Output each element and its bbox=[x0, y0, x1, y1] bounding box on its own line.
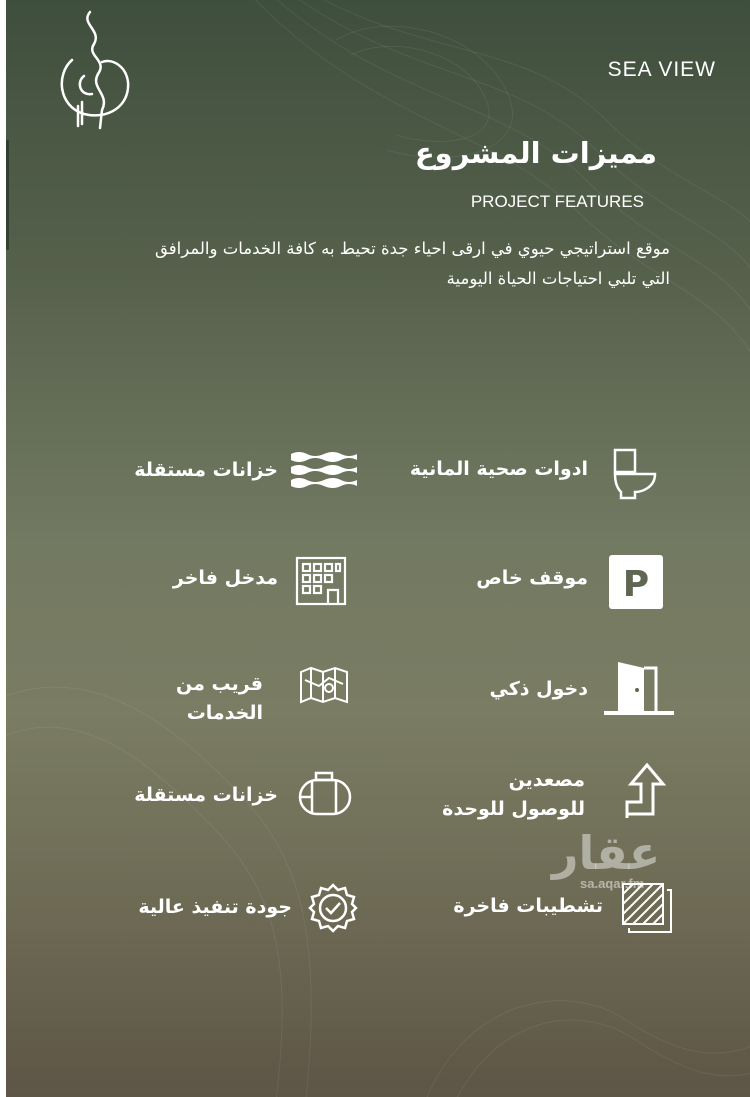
feature-water-tanks-label: خزانات مستقلة bbox=[134, 459, 278, 481]
description-line-2: التي تلبي احتياجات الحياة اليومية bbox=[446, 269, 670, 288]
parking-icon bbox=[609, 555, 663, 609]
feature-sanitary-label: ادوات صحية المانية bbox=[409, 458, 588, 480]
tank-icon bbox=[296, 771, 354, 817]
door-icon bbox=[604, 660, 674, 718]
features-page bbox=[6, 0, 750, 1097]
toilet-icon bbox=[611, 448, 659, 500]
brand-name: SEA VIEW bbox=[607, 58, 716, 81]
watermark-logo: عقار bbox=[552, 826, 661, 880]
near-services-line-1: قريب من bbox=[176, 673, 263, 695]
section-title-english: PROJECT FEATURES bbox=[470, 192, 644, 211]
svg-text:P: P bbox=[622, 564, 650, 605]
project-description bbox=[70, 234, 670, 294]
water-waves-icon bbox=[291, 450, 357, 494]
section-title-arabic: مميزات المشروع bbox=[414, 136, 657, 170]
quality-badge-icon bbox=[308, 883, 358, 933]
near-services-line-2: الخدمات bbox=[186, 702, 263, 724]
watermark-url: sa.aqar.fm bbox=[580, 876, 645, 891]
feature-tanks-label: خزانات مستقلة bbox=[134, 784, 278, 806]
elevator-arrow-icon bbox=[623, 762, 667, 820]
feature-near-services-label bbox=[176, 670, 263, 728]
description-line-1: موقع استراتيجي حيوي في ارقى احياء جدة تحيط به كافة الخدمات والمرافق bbox=[155, 239, 670, 258]
feature-entrance-label: مدخل فاخر bbox=[172, 567, 278, 589]
feature-finishes-label: تشطيبات فاخرة bbox=[453, 895, 603, 917]
feature-quality-label: جودة تنفيذ عالية bbox=[138, 896, 292, 918]
elevators-line-1: مصعدين bbox=[508, 769, 585, 791]
feature-smart-entry-label: دخول ذكي bbox=[489, 678, 588, 700]
map-icon bbox=[299, 666, 349, 706]
elevators-line-2: للوصول للوحدة bbox=[442, 798, 585, 820]
building-icon bbox=[294, 556, 348, 606]
calligraphy-logo bbox=[50, 10, 136, 134]
feature-elevators-label bbox=[442, 766, 585, 824]
scroll-indicator[interactable] bbox=[6, 140, 9, 250]
feature-parking-label: موقف خاص bbox=[476, 567, 588, 589]
